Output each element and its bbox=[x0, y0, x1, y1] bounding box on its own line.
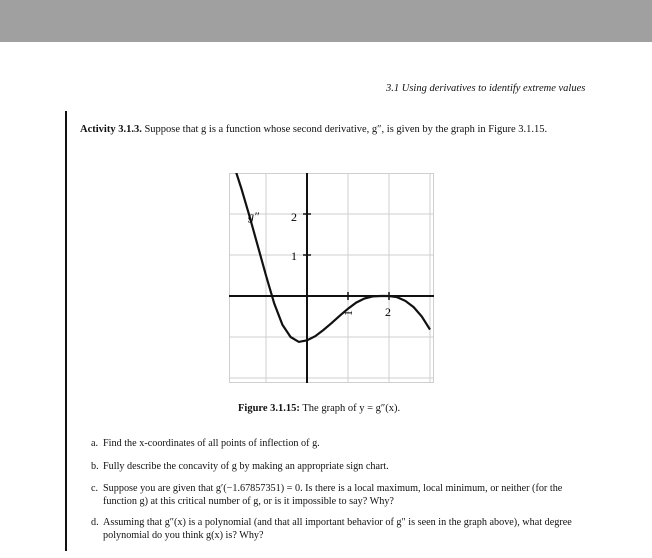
question-text: Assuming that g″(x) is a polynomial (and that all important behavior of g″ is seen in the graph above), what degree polynomial do you think g(x) is? Why? bbox=[103, 517, 572, 541]
curve-label: g″ bbox=[248, 209, 259, 223]
top-gray-bar bbox=[0, 0, 652, 42]
question-text: Find the x-coordinates of all points of inflection of g. bbox=[103, 438, 320, 449]
activity-left-rule bbox=[65, 111, 67, 551]
plot-grid bbox=[229, 173, 434, 383]
caption-label: Figure 3.1.15: bbox=[238, 403, 300, 414]
figure-caption bbox=[238, 403, 400, 414]
activity-text: Suppose that g is a function whose second derivative, g″, is given by the graph in Figure 3.1.15. bbox=[144, 124, 548, 135]
g-double-prime-plot bbox=[229, 173, 434, 383]
question-letter: d. bbox=[91, 517, 99, 528]
figure-graph bbox=[229, 173, 434, 388]
y-tick-label-2: 2 bbox=[291, 210, 297, 224]
question-letter: b. bbox=[91, 461, 99, 472]
caption-text: The graph of y = g″(x). bbox=[302, 403, 401, 414]
g-double-prime-curve bbox=[233, 173, 430, 342]
question-letter: c. bbox=[91, 483, 99, 494]
activity-label: Activity 3.1.3. bbox=[80, 124, 142, 135]
plot-ticks bbox=[303, 214, 389, 300]
question-letter: a. bbox=[91, 438, 99, 449]
x-tick-label-2: 2 bbox=[385, 305, 391, 319]
question-text: Fully describe the concavity of g by making an appropriate sign chart. bbox=[103, 461, 389, 472]
y-tick-label-1: 1 bbox=[291, 249, 297, 263]
x-tick-label-1: 1 bbox=[341, 310, 355, 316]
grid-frame bbox=[230, 174, 434, 383]
running-header: 3.1 Using derivatives to identify extreme values bbox=[386, 83, 586, 94]
plot-axes bbox=[229, 173, 434, 383]
question-text: Suppose you are given that g′(−1.67857351) = 0. Is there is a local maximum, local minimum, or neither (for the function g) at this critical number of g, or is it impossible to say? Why? bbox=[103, 483, 563, 507]
activity-statement bbox=[80, 123, 580, 137]
